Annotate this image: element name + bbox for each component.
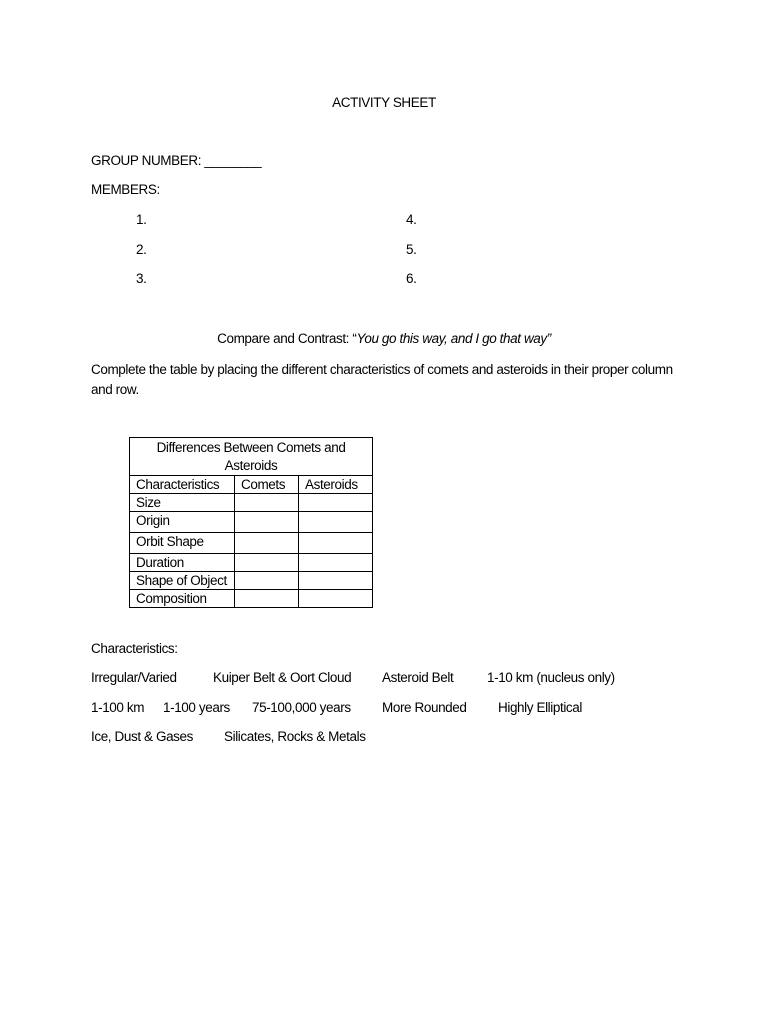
cell-comets-shape-of-object[interactable] bbox=[235, 572, 299, 590]
characteristic-item: Ice, Dust & Gases bbox=[91, 729, 193, 744]
member-6: 6. bbox=[406, 271, 417, 286]
cell-asteroids-origin[interactable] bbox=[299, 512, 373, 533]
header-comets: Comets bbox=[235, 476, 299, 494]
cell-asteroids-duration[interactable] bbox=[299, 554, 373, 572]
table-row bbox=[130, 554, 373, 572]
members-label: MEMBERS: bbox=[91, 182, 160, 197]
row-label-composition: Composition bbox=[130, 590, 235, 608]
table-row bbox=[130, 533, 373, 554]
cell-asteroids-shape-of-object[interactable] bbox=[299, 572, 373, 590]
member-2: 2. bbox=[136, 242, 147, 257]
row-label-duration: Duration bbox=[130, 554, 235, 572]
member-3: 3. bbox=[136, 271, 147, 286]
table-row bbox=[130, 494, 373, 512]
characteristic-item: 75-100,000 years bbox=[252, 700, 351, 715]
characteristic-item: 1-100 years bbox=[163, 700, 230, 715]
group-number-field: GROUP NUMBER: ________ bbox=[91, 153, 262, 168]
row-label-orbit-shape: Orbit Shape bbox=[130, 533, 235, 554]
subtitle-suffix: ” bbox=[546, 331, 551, 346]
cell-asteroids-orbit-shape[interactable] bbox=[299, 533, 373, 554]
row-label-origin: Origin bbox=[130, 512, 235, 533]
page-title: ACTIVITY SHEET bbox=[332, 95, 436, 110]
characteristic-item: Kuiper Belt & Oort Cloud bbox=[213, 670, 352, 685]
header-asteroids: Asteroids bbox=[299, 476, 373, 494]
characteristic-item: Highly Elliptical bbox=[498, 700, 582, 715]
subtitle-prefix: Compare and Contrast: “ bbox=[217, 331, 357, 346]
cell-asteroids-size[interactable] bbox=[299, 494, 373, 512]
member-5: 5. bbox=[406, 242, 417, 257]
table-row bbox=[130, 590, 373, 608]
member-1: 1. bbox=[136, 212, 147, 227]
header-characteristics: Characteristics bbox=[130, 476, 235, 494]
cell-comets-orbit-shape[interactable] bbox=[235, 533, 299, 554]
characteristic-item: Asteroid Belt bbox=[382, 670, 454, 685]
row-label-size: Size bbox=[130, 494, 235, 512]
cell-comets-duration[interactable] bbox=[235, 554, 299, 572]
table-caption: Differences Between Comets and Asteroids bbox=[130, 438, 373, 476]
cell-comets-size[interactable] bbox=[235, 494, 299, 512]
member-4: 4. bbox=[406, 212, 417, 227]
table-header-row bbox=[130, 476, 373, 494]
cell-asteroids-composition[interactable] bbox=[299, 590, 373, 608]
row-label-shape-of-object: Shape of Object bbox=[130, 572, 235, 590]
characteristic-item: 1-100 km bbox=[91, 700, 145, 715]
subtitle-quote: You go this way, and I go that way bbox=[356, 331, 547, 346]
characteristic-item: 1-10 km (nucleus only) bbox=[487, 670, 615, 685]
characteristics-label: Characteristics: bbox=[91, 641, 178, 656]
characteristic-item: More Rounded bbox=[382, 700, 467, 715]
cell-comets-origin[interactable] bbox=[235, 512, 299, 533]
compare-contrast-heading bbox=[0, 331, 768, 346]
characteristic-item: Irregular/Varied bbox=[91, 670, 177, 685]
table-row bbox=[130, 512, 373, 533]
table-row bbox=[130, 572, 373, 590]
differences-table bbox=[129, 437, 373, 608]
instructions-text: Complete the table by placing the different characteristics of comets and asteroids in their proper column and row. bbox=[91, 362, 673, 397]
characteristic-item: Silicates, Rocks & Metals bbox=[224, 729, 366, 744]
cell-comets-composition[interactable] bbox=[235, 590, 299, 608]
